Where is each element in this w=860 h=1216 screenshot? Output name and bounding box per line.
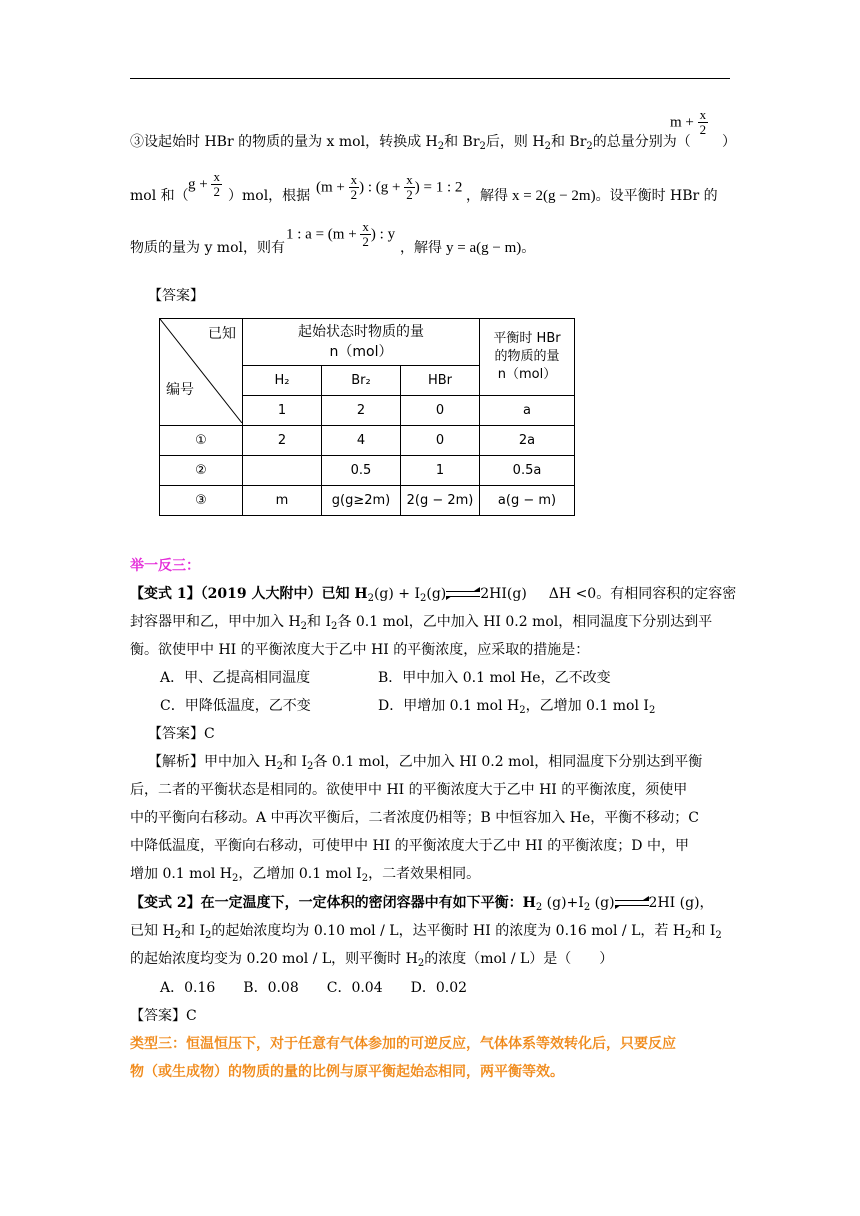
v2-line1: 【变式 2】在一定温度下，一定体积的密闭容器中有如下平衡：$H_2$ $(g)+I_2$ (g) 2HI (g)， xyxy=(130,895,714,913)
cell-h2: 2 xyxy=(243,426,322,456)
cell-eq: a(g − m) xyxy=(480,486,575,516)
answer-table xyxy=(159,318,575,516)
cell-id: ③ xyxy=(160,486,243,516)
v1-explain-2: 后，二者的平衡状态是相同的。欲使甲中 HI 的平衡浓度大于乙中 HI 的平衡浓度，须使甲 xyxy=(130,782,688,798)
v1-explain-3: 中的平衡向右移动。A 中再次平衡后，二者浓度仍相等；B 中恒容加入 He，平衡不移动；C xyxy=(130,810,699,826)
v2-line3: 的起始浓度均变为 0.20 mol / L，则平衡时 $H_2$的浓度（mol / L）是（ ） xyxy=(130,951,614,969)
equation-ratio: (m + $\frac{x}{2}$ ) : (g + $\frac{x}{2}$ ) = 1 : 2 xyxy=(316,172,463,202)
corner-bottom-label: 编号 xyxy=(166,382,194,398)
header-eq-cell xyxy=(480,319,575,396)
equilibrium-arrow-icon xyxy=(446,589,480,599)
v1-explain-5: 增加 0.1 mol $H_2$，乙增加 0.1 mol $I_2$，二者效果相同。 xyxy=(130,866,481,884)
section3-line2-b: ）mol，根据 xyxy=(228,188,311,204)
col-h2-header: H₂ xyxy=(243,366,322,396)
cell-hbr: 0 xyxy=(401,426,480,456)
option-b: B．甲中加入 0.1 mol He，乙不改变 xyxy=(378,670,611,686)
corner-top-label: 已知 xyxy=(208,326,236,342)
cell-br2: 4 xyxy=(322,426,401,456)
section3-line3-b: ，解得 y = a(g − m)。 xyxy=(400,240,536,256)
cell-h2: 1 xyxy=(243,396,322,426)
cell-br2: 0.5 xyxy=(322,456,401,486)
table-row xyxy=(160,486,575,516)
fraction-m-plus-x-over-2: m + $\frac{x}{2}$ xyxy=(670,107,707,137)
table-row xyxy=(160,456,575,486)
col-hbr-header: HBr xyxy=(401,366,480,396)
cell-id: ② xyxy=(160,456,243,486)
option-d: D．甲增加 0.1 mol $H_2$，乙增加 0.1 mol $I_2$ xyxy=(378,698,656,716)
cell-h2 xyxy=(243,456,322,486)
cell-eq: a xyxy=(480,396,575,426)
answer-label: 【答案】 xyxy=(148,288,204,304)
header-eq-line2: 的物质的量 xyxy=(494,349,560,364)
v1-answer: 【答案】C xyxy=(148,726,215,742)
col-br2-header: Br₂ xyxy=(322,366,401,396)
cell-id: ① xyxy=(160,426,243,456)
v1-explain-1: 【解析】甲中加入 $H_2$和 $I_2$各 0.1 mol，乙中加入 HI 0.2 mol，相同温度下分别达到平衡 xyxy=(148,754,703,772)
v2-answer: 【答案】C xyxy=(130,1008,197,1024)
header-eq-line1: 平衡时 HBr xyxy=(493,331,561,346)
v2-options: A．0.16 B．0.08 C．0.04 D．0.02 xyxy=(160,980,468,996)
header-eq-line3: n（mol） xyxy=(497,367,557,382)
fraction-g-plus-x-over-2: g + $\frac{x}{2}$ xyxy=(188,169,220,199)
cell-hbr: 1 xyxy=(401,456,480,486)
header-rule xyxy=(130,78,730,79)
table-corner-cell xyxy=(160,319,243,426)
section3-line2-a: mol 和（ xyxy=(130,188,189,204)
section3-line2-c: ，解得 x = 2(g − 2m)。设平衡时 HBr 的 xyxy=(466,188,718,204)
type3-line1: 类型三：恒温恒压下，对于任意有气体参加的可逆反应，气体体系等效转化后，只要反应 xyxy=(130,1036,676,1052)
v1-line2: 封容器甲和乙，甲中加入 $H_2$和 $I_2$各 0.1 mol，乙中加入 HI 0.2 mol，相同温度下分别达到平 xyxy=(130,614,713,632)
cell-hbr: 0 xyxy=(401,396,480,426)
option-a: A．甲、乙提高相同温度 xyxy=(160,670,311,686)
section3-line3-a: 物质的量为 y mol，则有 xyxy=(130,240,285,256)
v1-line3: 衡。欲使甲中 HI 的平衡浓度大于乙中 HI 的平衡浓度，应采取的措施是： xyxy=(130,642,590,658)
cell-br2: g(g≥2m) xyxy=(322,486,401,516)
v2-line2: 已知 $H_2$和 $I_2$的起始浓度均为 0.10 mol / L，达平衡时 HI 的浓度为 0.16 mol / L，若 $H_2$和 $I_2$ xyxy=(130,923,722,941)
cell-eq: 0.5a xyxy=(480,456,575,486)
cell-hbr: 2(g − 2m) xyxy=(401,486,480,516)
option-c: C．甲降低温度，乙不变 xyxy=(160,698,311,714)
cell-br2: 2 xyxy=(322,396,401,426)
table-row xyxy=(160,426,575,456)
equation-y: 1 : a = (m + $\frac{x}{2}$ ) : y xyxy=(286,219,396,249)
v1-line1: 【变式 1】（2019 人大附中）已知 $H_2(g) + I_2(g)$ 2HI(g) ΔH <0。有相同容积的定容密 xyxy=(130,586,737,604)
v1-explain-4: 中降低温度，平衡向右移动，可使甲中 HI 的平衡浓度大于乙中 HI 的平衡浓度；D 中，甲 xyxy=(130,838,689,854)
cell-h2: m xyxy=(243,486,322,516)
header-group-cell xyxy=(243,319,480,366)
heading-practice: 举一反三： xyxy=(130,558,200,574)
type3-line2: 物（或生成物）的物质的量的比例与原平衡起始态相同，两平衡等效。 xyxy=(130,1064,564,1080)
equilibrium-arrow-icon xyxy=(615,898,649,908)
header-unit-label: n（mol） xyxy=(329,344,393,360)
section3-line1-close: ） xyxy=(722,134,736,150)
section3-line1: ③设起始时 HBr 的物质的量为 x mol，转换成 $H_2$和 $Br_2$后，则 $H_2$和 $Br_2$的总量分别为（ xyxy=(130,134,691,152)
cell-eq: 2a xyxy=(480,426,575,456)
header-group-label: 起始状态时物质的量 xyxy=(298,324,424,340)
